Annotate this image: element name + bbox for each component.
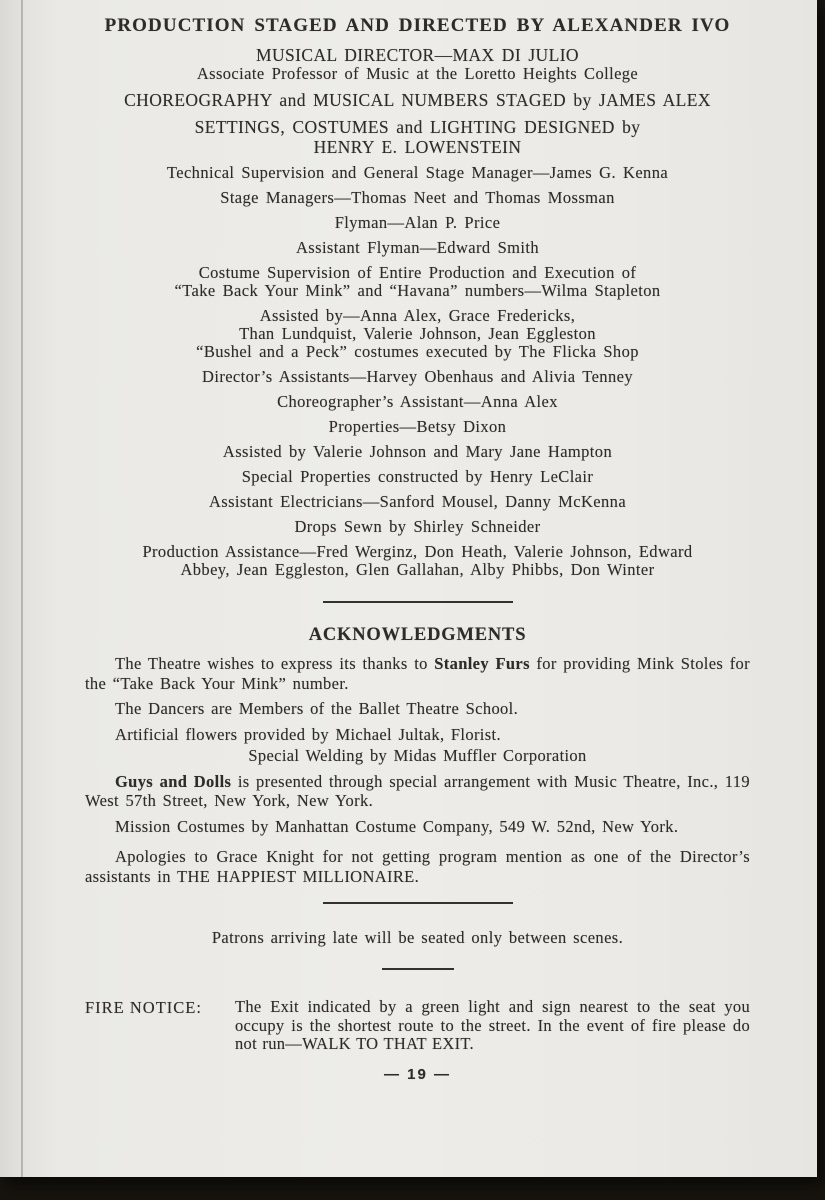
credits-list (85, 45, 750, 579)
page-content (85, 14, 750, 1083)
credit-group (85, 543, 750, 579)
credit-line: Choreographer’s Assistant—Anna Alex (277, 392, 558, 411)
credit-group (85, 189, 750, 207)
credit-line: Technical Supervision and General Stage Manager—James G. Kenna (166, 163, 669, 182)
section-divider (323, 902, 513, 904)
page-gutter-crease (21, 0, 23, 1177)
production-credits-section (85, 14, 750, 579)
credit-line: Properties—Betsy Dixon (328, 417, 507, 436)
credit-group (85, 264, 750, 300)
acknowledgments-heading: ACKNOWLEDGMENTS (308, 625, 527, 645)
credit-group (85, 393, 750, 411)
credit-group (85, 239, 750, 257)
text-segment: Artificial flowers provided by Michael Jultak, Florist. (115, 724, 501, 744)
text-segment: Special Welding by Midas Muffler Corporation (248, 746, 587, 765)
credit-line: Assisted by Valerie Johnson and Mary Jane Hampton (222, 442, 613, 461)
credit-line: Flyman—Alan P. Price (334, 213, 501, 232)
fire-notice-text: The Exit indicated by a green light and sign nearest to the seat you occupy is the shortest route to the street. In the event of fire please do not run—WALK TO THAT EXIT. (235, 997, 750, 1053)
text-segment: The Theatre wishes to express its thanks to (115, 654, 435, 673)
credit-group (85, 468, 750, 486)
credit-line: Special Properties constructed by Henry LeClair (241, 467, 594, 486)
fire-notice (85, 998, 750, 1054)
credits-title: PRODUCTION STAGED AND DIRECTED BY ALEXANDER IVO (104, 15, 731, 36)
text-segment: for providing Mink Stoles for the “Take Back Your Mink” number. (85, 654, 750, 693)
page-number: — 19 — (383, 1065, 452, 1083)
credit-group (85, 368, 750, 386)
credit-line: Associate Professor of Music at the Loretto Heights College (196, 64, 639, 83)
text-segment: The Dancers are Members of the Ballet Theatre School. (115, 699, 519, 718)
fire-notice-label: FIRE NOTICE: (85, 998, 202, 1017)
credit-group (85, 214, 750, 232)
credit-group (85, 45, 750, 83)
late-seating-notice: Patrons arriving late will be seated only between scenes. (211, 928, 624, 947)
credit-line: CHOREOGRAPHY and MUSICAL NUMBERS STAGED by JAMES ALEX (124, 90, 711, 110)
credit-line: Abbey, Jean Eggleston, Glen Gallahan, Alby Phibbs, Don Winter (180, 560, 655, 579)
acknowledgment-paragraph (85, 654, 750, 693)
credit-group (85, 518, 750, 536)
credit-group (85, 117, 750, 157)
credit-group (85, 90, 750, 110)
section-divider (323, 601, 513, 603)
credit-group (85, 307, 750, 361)
credit-line: Stage Managers—Thomas Neet and Thomas Mossman (220, 188, 615, 207)
credit-line: SETTINGS, COSTUMES and LIGHTING DESIGNED by (194, 117, 641, 137)
credit-line: Costume Supervision of Entire Production and Execution of (198, 263, 637, 282)
credit-line: Than Lundquist, Valerie Johnson, Jean Eggleston (239, 324, 596, 343)
acknowledgments-paragraphs (85, 654, 750, 886)
bold-text: Guys and Dolls (115, 771, 232, 791)
acknowledgment-paragraph (85, 817, 750, 837)
acknowledgment-paragraph (85, 699, 750, 719)
credit-line: Assistant Electricians—Sanford Mousel, Danny McKenna (208, 492, 627, 511)
acknowledgment-paragraph (85, 725, 750, 745)
acknowledgment-paragraph (85, 847, 750, 886)
credit-line: HENRY E. LOWENSTEIN (313, 137, 522, 157)
section-divider-short (382, 968, 454, 970)
credit-line: “Take Back Your Mink” and “Havana” numbers—Wilma Stapleton (174, 281, 661, 300)
credit-line: Director’s Assistants—Harvey Obenhaus and Alivia Tenney (202, 367, 633, 386)
credit-line: Assistant Flyman—Edward Smith (295, 238, 539, 257)
credit-line: Assisted by—Anna Alex, Grace Fredericks, (259, 306, 576, 325)
credit-group (85, 164, 750, 182)
credit-group (85, 493, 750, 511)
acknowledgments-section (85, 625, 750, 886)
acknowledgment-paragraph (85, 772, 750, 811)
acknowledgment-paragraph (85, 746, 750, 766)
credit-line: Production Assistance—Fred Werginz, Don Heath, Valerie Johnson, Edward (142, 542, 693, 561)
credit-line: Drops Sewn by Shirley Schneider (294, 517, 541, 536)
credit-line: MUSICAL DIRECTOR—MAX DI JULIO (256, 45, 579, 65)
credit-group (85, 418, 750, 436)
bold-text: Stanley Furs (434, 654, 530, 673)
text-segment: is presented through special arrangement with Music Theatre, Inc., 119 West 57th Street, New York, New York. (85, 771, 750, 810)
text-segment: Apologies to Grace Knight for not getting program mention as one of the Director’s assistants in THE HAPPIEST MILLIONAIRE. (85, 847, 750, 886)
credit-line: “Bushel and a Peck” costumes executed by The Flicka Shop (196, 342, 639, 361)
text-segment: Mission Costumes by Manhattan Costume Company, 549 W. 52nd, New York. (115, 816, 679, 836)
credit-group (85, 443, 750, 461)
